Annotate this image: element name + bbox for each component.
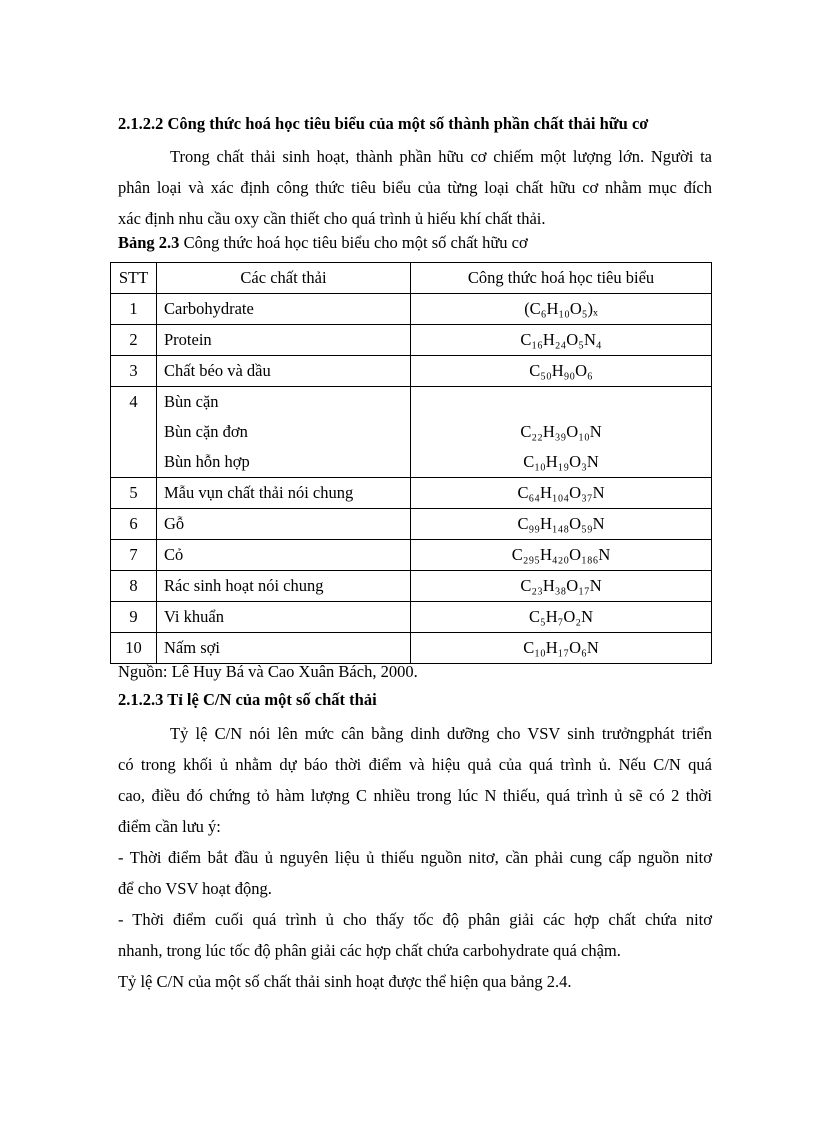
cell-stt: 1: [111, 294, 157, 325]
cn-ratio-paragraph: [118, 718, 712, 997]
cell-stt: 8: [111, 571, 157, 602]
header-waste: Các chất thải: [157, 263, 411, 294]
section-heading-2-1-2-3: 2.1.2.3 Tỉ lệ C/N của một số chất thải: [118, 690, 377, 709]
formula-line: C₆₄H₁₀₄O₃₇N: [517, 483, 605, 502]
formula-line: C₅H₇O₂N: [528, 607, 593, 626]
cell-formula: [411, 387, 712, 478]
cell-waste-name: [157, 633, 411, 664]
cell-formula: [411, 478, 712, 509]
cell-stt: 6: [111, 509, 157, 540]
cell-formula: [411, 571, 712, 602]
table-row: [111, 356, 712, 387]
paragraph-line: xác định nhu cầu oxy cần thiết cho quá trình ủ hiếu khí chất thải.: [118, 209, 546, 228]
cell-formula: [411, 509, 712, 540]
formula-line: C₉₉H₁₄₈O₅₉N: [517, 514, 605, 533]
table-row: [111, 540, 712, 571]
cell-stt: 9: [111, 602, 157, 633]
paragraph-line: điểm cần lưu ý:: [118, 817, 221, 836]
cell-formula: [411, 356, 712, 387]
waste-name-line: Bùn hỗn hợp: [164, 452, 250, 471]
paragraph-line: có trong khối ủ nhằm dự báo thời điểm và hiệu quả của quá trình ủ. Nếu C/N quá: [118, 755, 712, 774]
formula-line: C₂₂H₃₉O₁₀N: [520, 422, 602, 441]
waste-name-line: Bùn cặn: [164, 392, 219, 411]
header-formula: Công thức hoá học tiêu biểu: [411, 263, 712, 294]
table-header-row: [111, 263, 712, 294]
formula-line: [418, 387, 704, 417]
cell-stt: 4: [111, 387, 157, 478]
bullet-line: nhanh, trong lúc tốc độ phân giải các hợp chất chứa carbohydrate quá chậm.: [118, 941, 621, 960]
paragraph-line: Tỷ lệ C/N nói lên mức cân bằng dinh dưỡng cho VSV sinh trưởngphát triển: [170, 724, 712, 743]
cell-formula: [411, 633, 712, 664]
cell-waste-name: [157, 509, 411, 540]
waste-name-line: Carbohydrate: [164, 299, 254, 318]
waste-name-line: Gỗ: [164, 514, 185, 533]
cell-waste-name: [157, 294, 411, 325]
cell-waste-name: [157, 356, 411, 387]
waste-name-line: Mẫu vụn chất thải nói chung: [164, 483, 354, 502]
bullet-line: - Thời điểm bắt đầu ủ nguyên liệu ủ thiếu nguồn nitơ, cần phải cung cấp nguồn nitơ: [118, 848, 712, 867]
paragraph-line: Trong chất thải sinh hoạt, thành phần hữu cơ chiếm một lượng lớn. Người ta: [170, 147, 712, 166]
cell-stt: 5: [111, 478, 157, 509]
cell-formula: [411, 325, 712, 356]
waste-name-line: Vi khuẩn: [164, 607, 224, 626]
table-row: [111, 509, 712, 540]
header-stt: STT: [111, 263, 157, 294]
formula-line: (C₆H₁₀O₅)ₓ: [524, 299, 598, 318]
section-heading-2-1-2-2: 2.1.2.2 Công thức hoá học tiêu biểu của một số thành phần chất thải hữu cơ: [118, 114, 649, 133]
cell-formula: [411, 540, 712, 571]
table-source: Nguồn: Lê Huy Bá và Cao Xuân Bách, 2000.: [118, 662, 418, 681]
waste-name-line: Protein: [164, 330, 212, 349]
table-caption: [118, 233, 528, 253]
cell-waste-name: [157, 571, 411, 602]
cell-waste-name: [157, 540, 411, 571]
cell-waste-name: [157, 478, 411, 509]
table-row: [111, 602, 712, 633]
cell-formula: [411, 602, 712, 633]
cell-stt: 2: [111, 325, 157, 356]
intro-paragraph: [118, 141, 712, 234]
formula-table: [110, 262, 712, 664]
bullet-line: để cho VSV hoạt động.: [118, 879, 272, 898]
waste-name-line: Chất béo và dầu: [164, 361, 271, 380]
cell-waste-name: [157, 387, 411, 478]
bullet-line: - Thời điểm cuối quá trình ủ cho thấy tốc độ phân giải các hợp chất chứa nitơ: [118, 910, 712, 929]
waste-name-line: Bùn cặn đơn: [164, 422, 248, 441]
cell-waste-name: [157, 325, 411, 356]
waste-name-line: Nấm sợi: [164, 638, 220, 657]
table-row: [111, 478, 712, 509]
formula-line: C₅₀H₉₀O₆: [529, 361, 593, 380]
formula-line: C₂₉₅H₄₂₀O₁₈₆N: [511, 545, 611, 564]
formula-line: C₁₆H₂₄O₅N₄: [520, 330, 602, 349]
cell-stt: 10: [111, 633, 157, 664]
paragraph-line: phân loại và xác định công thức tiêu biểu của từng loại chất hữu cơ nhằm mục đích: [118, 178, 712, 197]
cell-formula: [411, 294, 712, 325]
table-row: [111, 325, 712, 356]
formula-line: C₁₀H₁₉O₃N: [523, 452, 599, 471]
table-caption-text: Công thức hoá học tiêu biểu cho một số chất hữu cơ: [179, 233, 528, 252]
closing-line: Tỷ lệ C/N của một số chất thải sinh hoạt được thể hiện qua bảng 2.4.: [118, 972, 572, 991]
table-row: [111, 571, 712, 602]
cell-waste-name: [157, 602, 411, 633]
table-row: [111, 387, 712, 478]
table-caption-label: Bảng 2.3: [118, 233, 180, 252]
paragraph-line: cao, điều đó chứng tỏ hàm lượng C nhiều trong lúc N thiếu, quá trình ủ sẽ có 2 thời: [118, 786, 712, 805]
cell-stt: 7: [111, 540, 157, 571]
formula-line: C₁₀H₁₇O₆N: [523, 638, 599, 657]
table-row: [111, 294, 712, 325]
table-row: [111, 633, 712, 664]
cell-stt: 3: [111, 356, 157, 387]
waste-name-line: Cỏ: [164, 545, 184, 564]
waste-name-line: Rác sinh hoạt nói chung: [164, 576, 324, 595]
formula-line: C₂₃H₃₈O₁₇N: [520, 576, 602, 595]
